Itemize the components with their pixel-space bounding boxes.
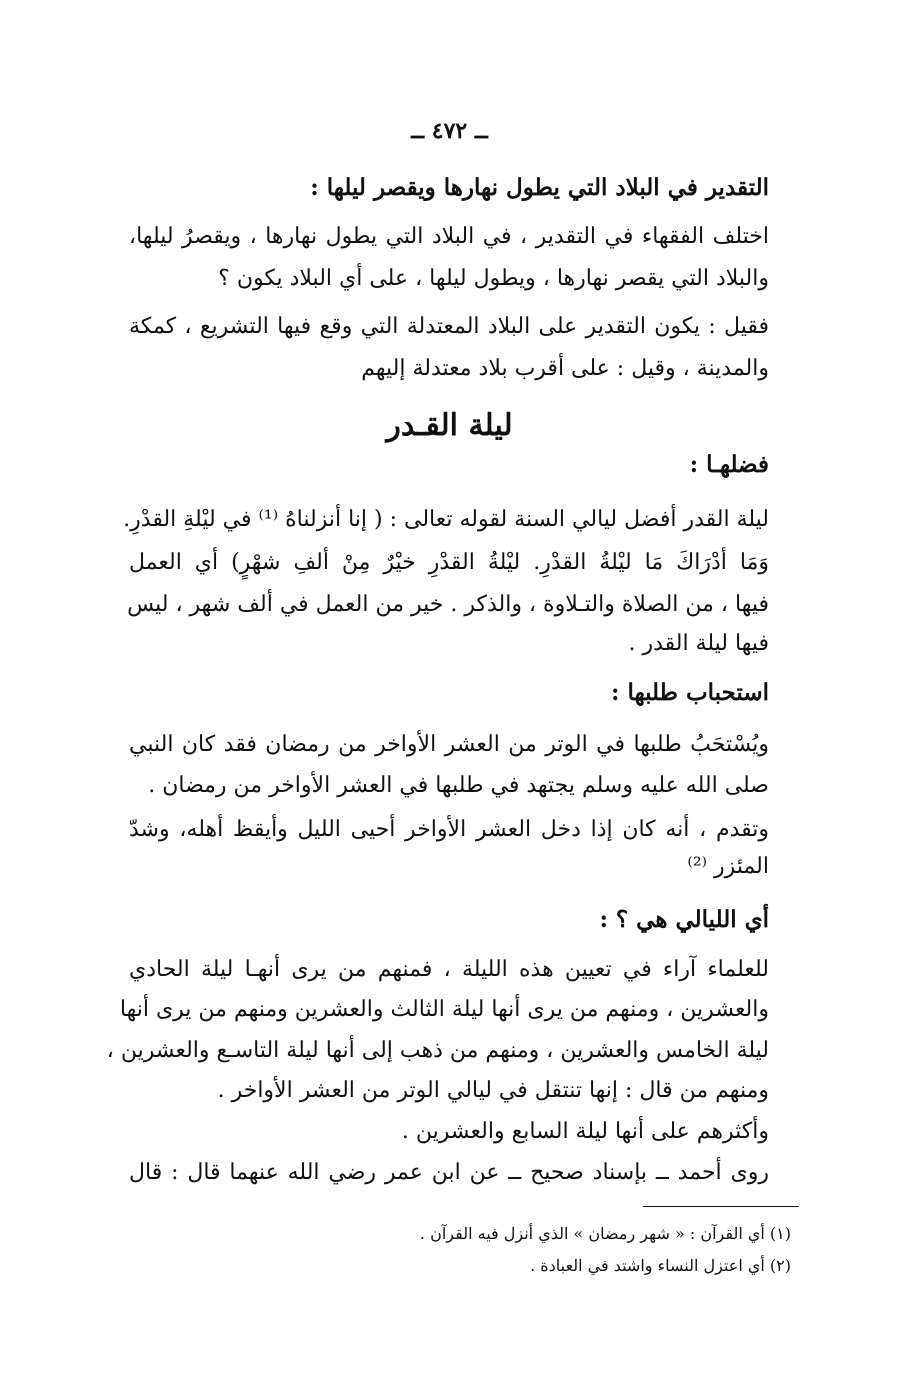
section-heading-seeking: استحباب طلبها : — [610, 679, 769, 706]
footnote-1: (١) أي القرآن : « شهر رمضان » الذي أنزل فيه القرآن . — [419, 1224, 791, 1243]
paragraph-line: وتقدم ، أنه كان إذا دخل العشر الأواخر أحيى الليل وأيقظ أهله، وشدّ — [129, 817, 769, 842]
footnote-2: (٢) أي اعتزل النساء واشتد في العبادة . — [530, 1256, 791, 1275]
paragraph-line: فقيل : يكون التقدير على البلاد المعتدلة التي وقع فيها التشريع ، كمكة — [129, 314, 769, 339]
paragraph-line: المئزر ⁽²⁾ — [687, 854, 769, 879]
paragraph-line: اختلف الفقهاء في التقدير ، في البلاد التي يطول نهارها ، ويقصرُ ليلها، — [129, 224, 769, 249]
paragraph-line: والبلاد التي يقصر نهارها ، ويطول ليلها ، على أي البلاد يكون ؟ — [218, 266, 769, 291]
paragraph-line: ومنهم من قال : إنها تنتقل في ليالي الوتر من العشر الأواخر . — [217, 1078, 769, 1103]
footnote-separator — [643, 1206, 799, 1207]
paragraph-line: والعشرين ، ومنهم من يرى أنها ليلة الثالث والعشرين ومنهم من يرى أنها — [119, 997, 769, 1022]
page-number: ــ ٤٧٢ ــ — [411, 118, 488, 144]
chapter-title: ليلة القـدر — [386, 408, 513, 443]
paragraph-line: روى أحمد ــ بإسناد صحيح ــ عن ابن عمر رضي الله عنهما قال : قال — [129, 1160, 769, 1185]
paragraph-line: ويُسْتحَبُ طلبها في الوتر من العشر الأواخر من رمضان فقد كان النبي — [129, 732, 769, 757]
paragraph-line: فيها ليلة القدر . — [628, 631, 769, 656]
paragraph-line: ليلة القدر أفضل ليالي السنة لقوله تعالى : ( إنا أنزلناهُ ⁽¹⁾ في ليْلةِ القدْرِ. — [123, 507, 769, 532]
paragraph-line: وَمَا أدْرَاكَ مَا ليْلةُ القدْرِ. ليْلةُ القدْرِ خيْرٌ مِنْ ألفِ شهْرٍ) أي العمل — [129, 550, 769, 575]
paragraph-line: صلى الله عليه وسلم يجتهد في طلبها في العشر الأواخر من رمضان . — [148, 773, 769, 798]
paragraph-line: وأكثرهم على أنها ليلة السابع والعشرين . — [401, 1119, 769, 1144]
section-heading-virtue: فضلهـا : — [689, 451, 769, 478]
paragraph-line: ليلة الخامس والعشرين ، ومنهم من ذهب إلى أنها ليلة التاسـع والعشرين ، — [106, 1038, 769, 1063]
paragraph-line: فيها ، من الصلاة والتـلاوة ، والذكر . خير من العمل في ألف شهر ، ليس — [127, 592, 769, 617]
paragraph-line: للعلماء آراء في تعيين هذه الليلة ، فمنهم من يرى أنهـا ليلة الحادي — [129, 957, 769, 982]
section-heading-which-nights: أي الليالي هي ؟ : — [599, 906, 769, 933]
paragraph-line: والمدينة ، وقيل : على أقرب بلاد معتدلة إليهم — [361, 356, 769, 381]
section-heading-day-length: التقدير في البلاد التي يطول نهارها ويقصر ليلها : — [310, 174, 769, 201]
